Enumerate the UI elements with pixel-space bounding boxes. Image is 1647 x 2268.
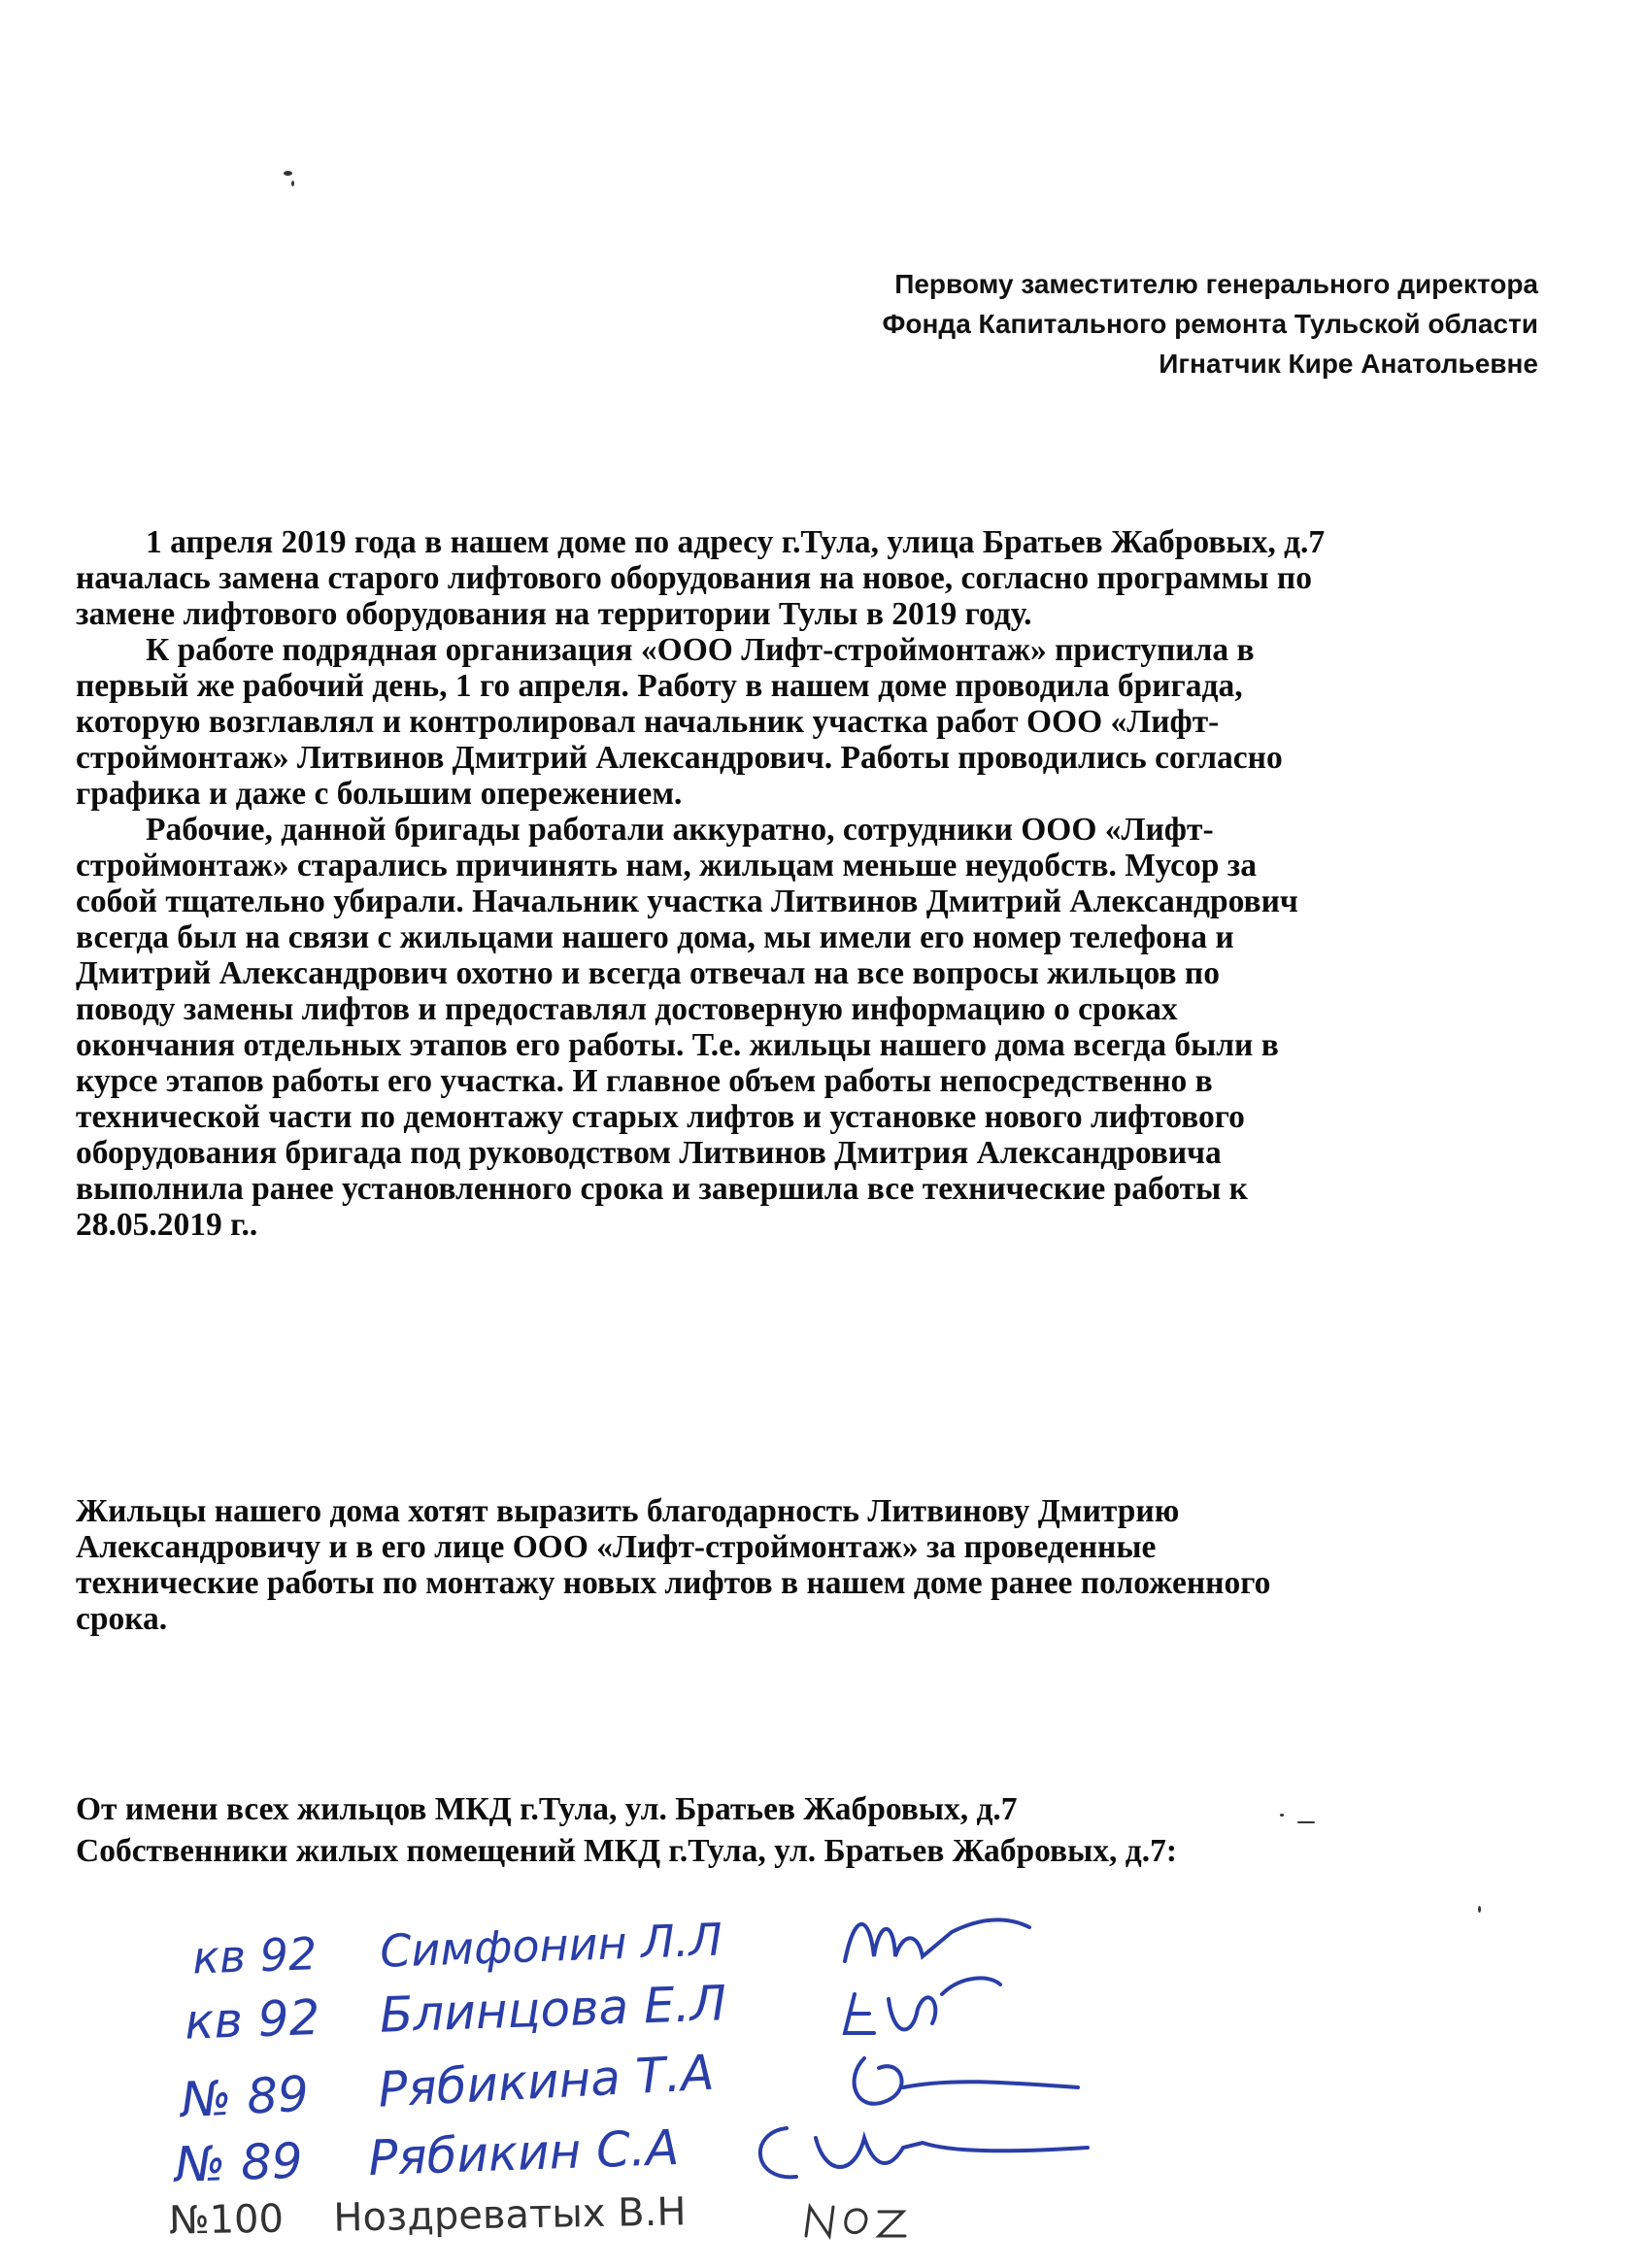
text-line: Жильцы нашего дома хотят выразить благодарность Литвинову Дмитрию bbox=[76, 1493, 1180, 1529]
signature-name: Симфонин Л.Л bbox=[379, 1913, 723, 1978]
on-behalf-line: От имени всех жильцов МКД г.Тула, ул. Братьев Жабровых, д.7 bbox=[76, 1791, 1018, 1827]
signatories-heading bbox=[76, 1788, 1552, 1872]
text-line: всегда был на связи с жильцами нашего дома, мы имели его номер телефона и bbox=[76, 919, 1234, 955]
gratitude-paragraph bbox=[76, 1493, 1552, 1637]
text-line: оборудования бригада под руководством Литвинов Дмитрия Александровича bbox=[76, 1135, 1222, 1171]
signature-name: Рябикина Т.А bbox=[376, 2044, 716, 2118]
paragraph-workers bbox=[76, 812, 1552, 1243]
scan-speck bbox=[291, 181, 294, 186]
text-line: графика и даже с большим опережением. bbox=[76, 776, 683, 812]
paragraph-contractor bbox=[76, 632, 1552, 812]
signature-apartment: №100 bbox=[168, 2196, 285, 2244]
scan-speck bbox=[284, 171, 292, 176]
signature-scribble bbox=[796, 2192, 932, 2251]
text-line: Рабочие, данной бригады работали аккуратно, сотрудники ООО «Лифт- bbox=[146, 812, 1214, 848]
signature-scribble bbox=[728, 2109, 1097, 2196]
text-line: строймонтаж» старались причинять нам, жильцам меньше неудобств. Мусор за bbox=[76, 848, 1258, 884]
text-line: собой тщательно убирали. Начальник участка Литвинов Дмитрий Александрович bbox=[76, 884, 1298, 919]
signature-row bbox=[184, 1975, 727, 2050]
signature-name: Ноздреватых В.Н bbox=[333, 2189, 687, 2241]
scan-speck bbox=[1478, 1906, 1481, 1913]
text-line: 28.05.2019 г.. bbox=[76, 1207, 258, 1243]
signature-apartment: кв 92 bbox=[191, 1927, 319, 1984]
text-line: замене лифтового оборудования на территории Тулы в 2019 году. bbox=[76, 596, 1032, 632]
signature-row bbox=[169, 2189, 687, 2243]
text-line: окончания отдельных этапов его работы. Т.е. жильцы нашего дома всегда были в bbox=[76, 1027, 1279, 1063]
text-line: К работе подрядная организация «ООО Лифт-строймонтаж» приступила в bbox=[146, 632, 1255, 668]
text-line: 1 апреля 2019 года в нашем доме по адресу г.Тула, улица Братьев Жабровых, д.7 bbox=[146, 524, 1326, 560]
signature-row bbox=[191, 1913, 723, 1984]
text-line: Александровичу и в его лице ООО «Лифт-строймонтаж» за проведенные bbox=[76, 1529, 1157, 1565]
text-line: срока. bbox=[76, 1601, 168, 1637]
signature-row bbox=[174, 2119, 680, 2193]
paragraph-start-of-works bbox=[76, 524, 1552, 632]
signature-apartment: кв 92 bbox=[184, 1988, 321, 2051]
addressee-name: Игнатчик Кире Анатольевне bbox=[1159, 349, 1538, 379]
text-line: технической части по демонтажу старых лифтов и установке нового лифтового bbox=[76, 1099, 1245, 1135]
addressee-position: Первому заместителю генерального директора bbox=[894, 269, 1538, 299]
signature-apartment: № 89 bbox=[179, 2065, 311, 2129]
handwritten-signatures bbox=[155, 1903, 1321, 2252]
text-line: первый же рабочий день, 1 го апреля. Работу в нашем доме проводила бригада, bbox=[76, 668, 1243, 704]
addressee-block bbox=[664, 264, 1538, 384]
signature-name: Блинцова Е.Л bbox=[379, 1975, 727, 2044]
owners-line: Собственники жилых помещений МКД г.Тула, ул. Братьев Жабровых, д.7: bbox=[76, 1833, 1178, 1869]
text-line: поводу замены лифтов и предоставлял достоверную информацию о сроках bbox=[76, 991, 1178, 1027]
text-line: выполнила ранее установленного срока и завершила все технические работы к bbox=[76, 1171, 1248, 1207]
signature-apartment: № 89 bbox=[174, 2132, 304, 2194]
addressee-organization: Фонда Капитального ремонта Тульской области bbox=[882, 309, 1538, 339]
signature-row bbox=[180, 2045, 716, 2129]
text-line: Дмитрий Александрович охотно и всегда отвечал на все вопросы жильцов по bbox=[76, 955, 1220, 991]
text-line: технические работы по монтажу новых лифтов в нашем доме ранее положенного bbox=[76, 1565, 1271, 1601]
signature-name: Рябикин С.А bbox=[367, 2118, 681, 2187]
text-line: курсе этапов работы его участка. И главное объем работы непосредственно в bbox=[76, 1063, 1213, 1099]
text-line: строймонтаж» Литвинов Дмитрий Александрович. Работы проводились согласно bbox=[76, 740, 1283, 776]
text-line: которую возглавлял и контролировал начальник участка работ ООО «Лифт- bbox=[76, 704, 1220, 740]
text-line: началась замена старого лифтового оборудования на новое, согласно программы по bbox=[76, 560, 1312, 596]
letter-body bbox=[76, 524, 1552, 1243]
